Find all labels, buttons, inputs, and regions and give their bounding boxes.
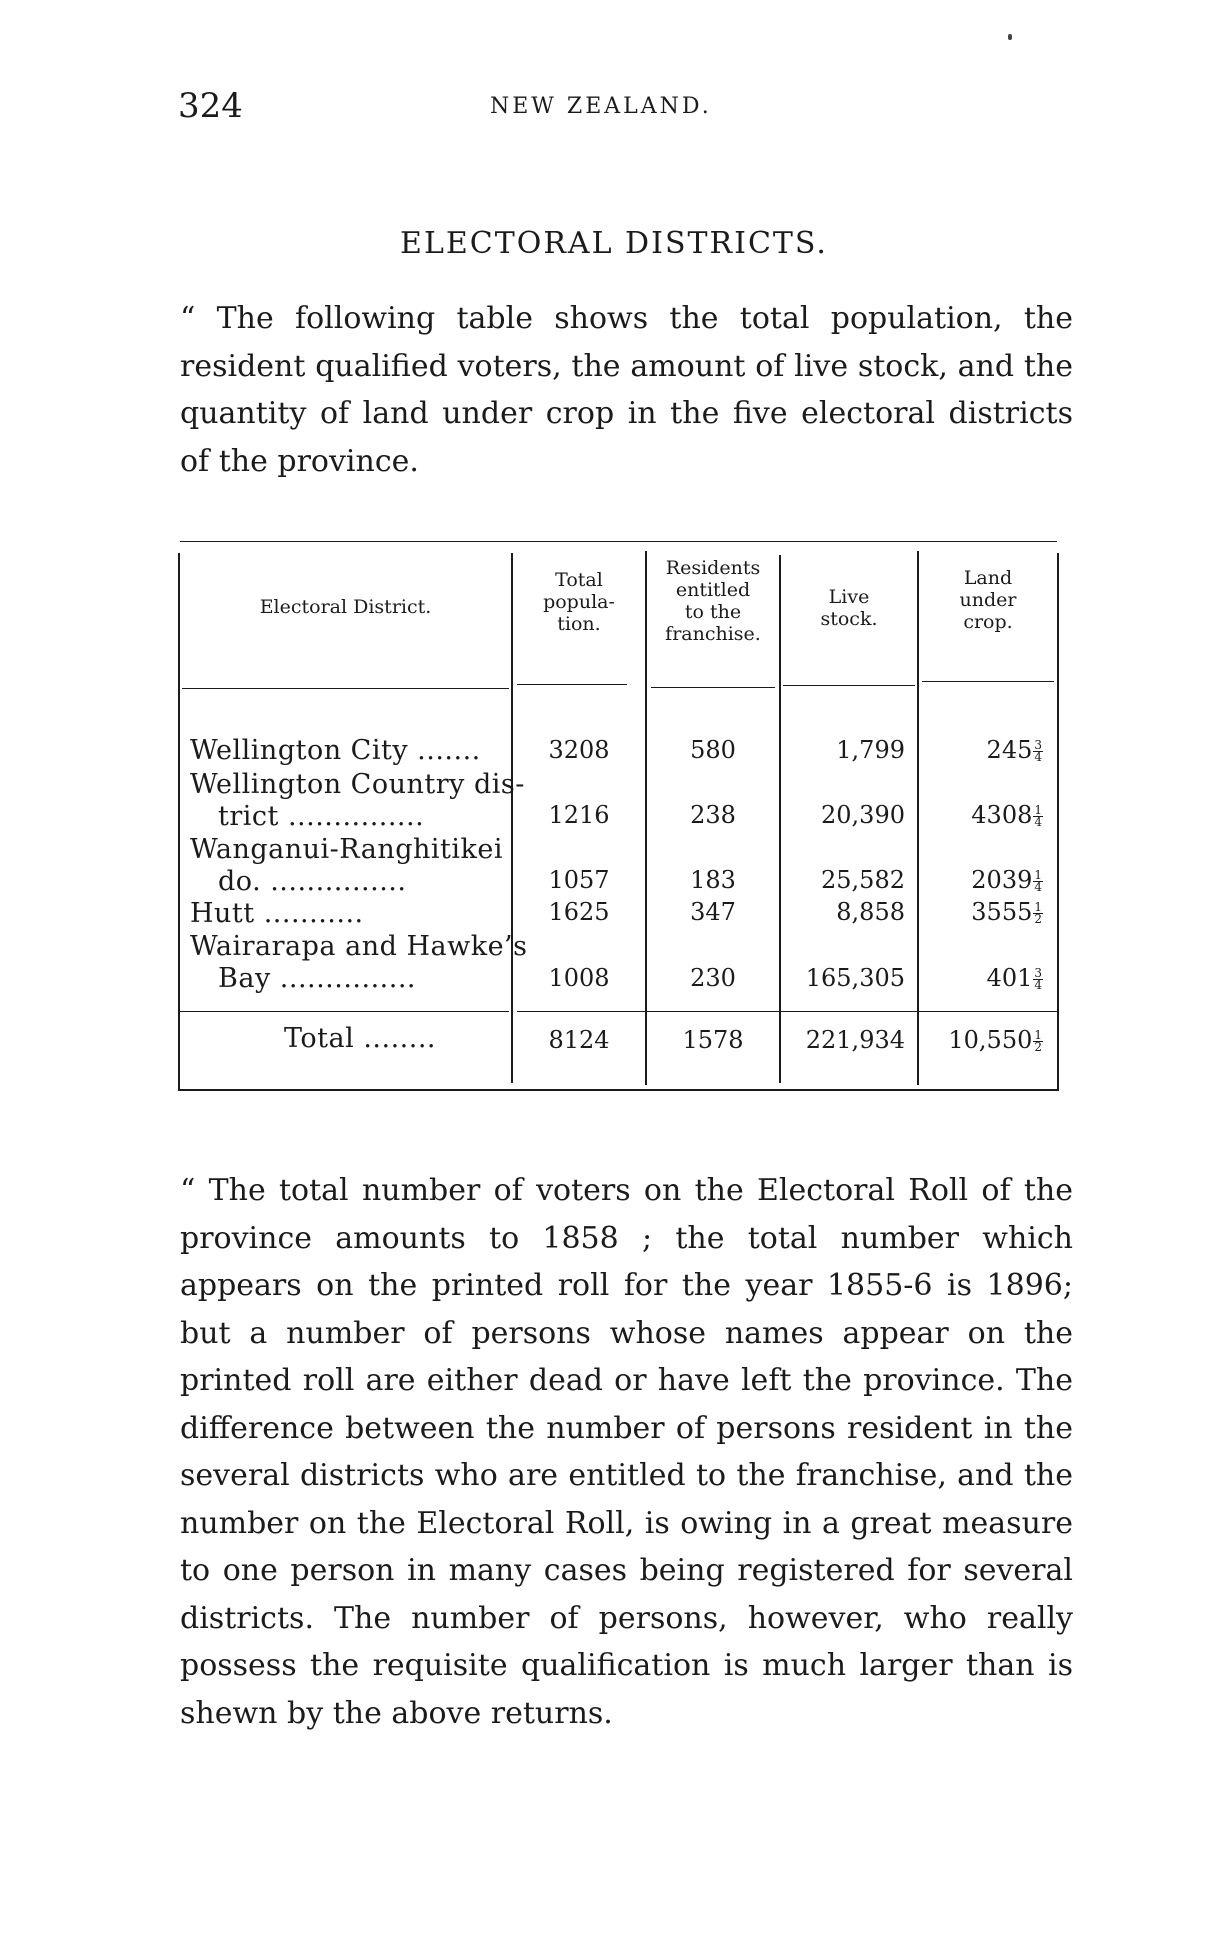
header-rule-land bbox=[922, 681, 1054, 682]
total-label: Total ........ bbox=[284, 1023, 436, 1054]
intro-paragraph: “ The following table shows the total population, the resident qualified voters, the amount of live stock, and the quantity of land under crop in the five electoral districts of the province. bbox=[180, 301, 1073, 479]
row-district-name: Hutt ........... bbox=[190, 898, 364, 929]
header-rule-population bbox=[517, 684, 627, 685]
total-population: 8124 bbox=[548, 1026, 610, 1054]
page-number: 324 bbox=[178, 86, 243, 126]
electoral-table bbox=[180, 541, 1057, 1091]
row-population: 1008 bbox=[548, 964, 610, 992]
row-livestock: 1,799 bbox=[836, 736, 905, 764]
row-district-name: Wellington Country dis- bbox=[190, 769, 525, 800]
table-right-rule bbox=[1057, 553, 1059, 1089]
row-district-name: Wanganui-Ranghitikei bbox=[190, 834, 504, 865]
row-land-under-crop: 2039 $\frac{1}{4}$ bbox=[971, 866, 1042, 894]
total-rule-values bbox=[517, 1011, 1057, 1012]
table-left-rule bbox=[178, 553, 180, 1089]
header-rule-residents bbox=[651, 687, 775, 688]
table-bottom-rule bbox=[178, 1089, 1059, 1091]
row-residents: 183 bbox=[690, 866, 736, 894]
running-head: NEW ZEALAND. bbox=[490, 94, 712, 119]
closing-paragraph: “ The total number of voters on the Electoral Roll of the province amounts to 1858 ; the total number which appears on the printed roll for the year 1855-6 is 1896; but a number of persons whose names appear on the printed roll are either dead or have left the province. The difference between the number of persons resident in the several districts who are entitled to the franchise, and the number on the Electoral Roll, is owing in a great measure to one person in many cases being registered for several districts. The number of persons, however, who really possess the requisite qualification is much larger than is shewn by the above returns. bbox=[180, 1173, 1073, 1731]
row-land-under-crop: 3555 $\frac{1}{2}$ bbox=[971, 898, 1042, 926]
row-district-name-cont: Bay ............... bbox=[218, 963, 417, 994]
row-population: 1625 bbox=[548, 898, 610, 926]
header-land-under-crop: Land under crop. bbox=[959, 567, 1017, 633]
header-residents-entitled: Residents entitled to the franchise. bbox=[665, 557, 761, 645]
total-rule-district bbox=[180, 1011, 509, 1012]
section-title: ELECTORAL DISTRICTS. bbox=[400, 226, 828, 261]
header-live-stock: Live stock. bbox=[820, 586, 878, 630]
row-livestock: 165,305 bbox=[805, 964, 905, 992]
total-residents: 1578 bbox=[682, 1026, 744, 1054]
row-land-under-crop: 4308 $\frac{1}{4}$ bbox=[971, 801, 1042, 829]
total-land-under-crop: 10,550 $\frac{1}{2}$ bbox=[948, 1026, 1042, 1054]
row-land-under-crop: 401 $\frac{3}{4}$ bbox=[986, 964, 1042, 992]
table-top-rule bbox=[180, 541, 1057, 542]
row-district-name: Wairarapa and Hawke’s bbox=[190, 931, 528, 962]
row-population: 1057 bbox=[548, 866, 610, 894]
row-livestock: 20,390 bbox=[821, 801, 905, 829]
header-electoral-district: Electoral District. bbox=[259, 596, 432, 618]
row-residents: 238 bbox=[690, 801, 736, 829]
row-livestock: 25,582 bbox=[821, 866, 905, 894]
row-district-name-cont: trict ............... bbox=[218, 801, 425, 832]
row-district-name: Wellington City ....... bbox=[190, 735, 481, 766]
row-district-name-cont: do. ............... bbox=[218, 866, 407, 897]
total-livestock: 221,934 bbox=[805, 1026, 905, 1054]
row-population: 3208 bbox=[548, 736, 610, 764]
header-rule-district bbox=[182, 688, 509, 689]
row-livestock: 8,858 bbox=[836, 898, 905, 926]
row-residents: 580 bbox=[690, 736, 736, 764]
row-residents: 230 bbox=[690, 964, 736, 992]
row-land-under-crop: 245 $\frac{3}{4}$ bbox=[986, 736, 1042, 764]
row-population: 1216 bbox=[548, 801, 610, 829]
header-total-population: Total popula- tion. bbox=[543, 569, 615, 635]
header-rule-livestock bbox=[783, 685, 915, 686]
row-residents: 347 bbox=[690, 898, 736, 926]
ink-speck bbox=[1008, 34, 1012, 40]
